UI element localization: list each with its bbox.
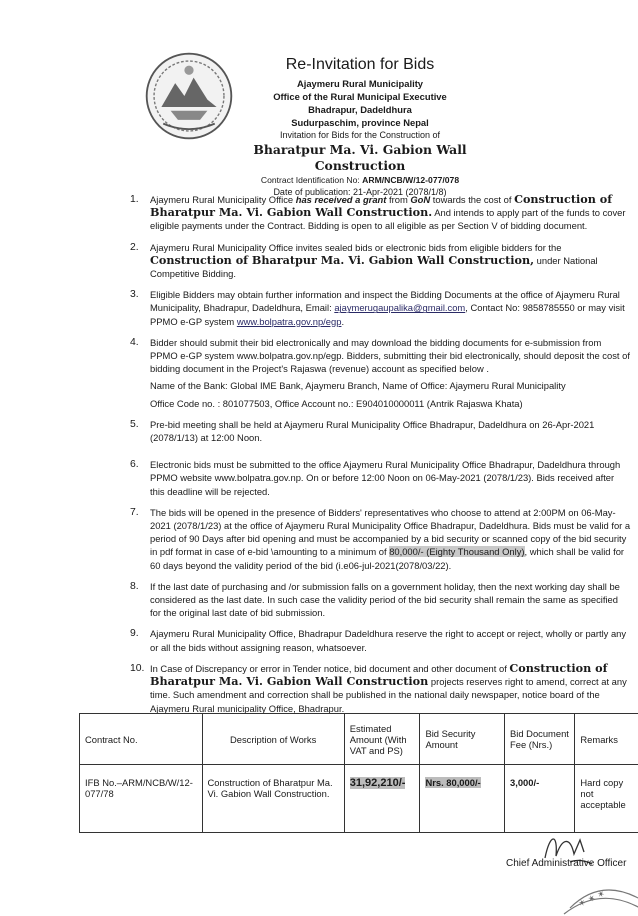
col-remarks: Remarks: [575, 714, 638, 765]
svg-text:✶ ✶ ✶: ✶ ✶ ✶: [577, 889, 607, 910]
office-code: Office Code no. : 801077503, Office Account no.: E904010000011 (Antrik Rajaswa Khata): [150, 397, 631, 410]
contract-id: Contract Identification No: ARM/NCB/W/12-077/078: [230, 174, 490, 186]
notice-item-4: 4. Bidder should submit their bid electronically and may download the bidding documents for e-submission from PPMO e-GP system www.bolpatra.gov.np/egp. Bidders, submitting their bid electronically, should deposit the cost of bidding document in the Project's Rajaswa (revenue) account as specified below . Name of the Bank: Global IME Bank, Ajaymeru Branch, Name of Office: Ajaymeru Rural Municipality Office Code no. : 801077503, Office Account no.: E904010000011 (Antrik Rajaswa Khata): [118, 336, 631, 410]
email-link[interactable]: ajaymerugaupalika@gmail.com: [334, 302, 465, 313]
notice-title: Re-Invitation for Bids: [230, 56, 490, 74]
office-location: Bhadrapur, Dadeldhura: [230, 103, 490, 116]
col-contract-no: Contract No.: [80, 714, 203, 765]
notice-item-5: 5. Pre-bid meeting shall be held at Ajaymeru Rural Municipality Office Bhadrapur, Dadeldhura on 26-Apr-2021 (2078/1/13) at 12:00 Noon.: [118, 418, 631, 444]
notice-item-2: 2. Ajaymeru Rural Municipality Office invites sealed bids or electronic bids from eligible bidders for the Construction of Bharatpur Ma. Vi. Gabion Wall Construction, under National Competitive Bidding.: [118, 241, 631, 281]
notice-item-6: 6. Electronic bids must be submitted to the office Ajaymeru Rural Municipality Office Bhadrapur, Dadeldhura through PPMO website www.bolpatra.gov.np. On or before 12:00 Noon on 06-May-2021 (2078/1/23). Bids received after this deadline will be rejected.: [118, 458, 631, 498]
invitation-line: Invitation for Bids for the Construction of: [230, 129, 490, 142]
bank-details: Name of the Bank: Global IME Bank, Ajaymeru Branch, Name of Office: Ajaymeru Rural Municipality: [150, 379, 631, 392]
notice-items: [118, 193, 631, 723]
notice-item-10: 10. In Case of Discrepancy or error in Tender notice, bid document and other document of Construction of Bharatpur Ma. Vi. Gabion Wall Construction projects reserves right to amend, correct at any time. Such amendment and correction shall be published in the national daily newspaper, notice board of the Ajaymeru Rural municipality Office, Bhadrapur.: [118, 662, 631, 715]
contract-table: [79, 713, 638, 833]
notice-item-7: 7. The bids will be opened in the presence of Bidders' representatives who choose to attend at 2:00PM on 06-May-2021 (2078/1/23) at the office of Ajaymeru Rural Municipality Office Bhadrapur, Dadeldhura. Bids must be valid for a period of 90 Days after bid opening and must be accompanied by a bid security or scanned copy of the bid security in pdf format in case of e-bid \amounting to a minimum of 80,000/- (Eighty Thousand Only), which shall be valid for 60 days beyond the validity period of the bid (i.e06-jul-2021(2078/03/22).: [118, 506, 631, 572]
cell-document-fee: 3,000/-: [505, 765, 575, 833]
government-emblem: [143, 50, 235, 142]
cell-estimated-amount: 31,92,210/-: [344, 765, 420, 833]
col-bid-security: Bid Security Amount: [420, 714, 505, 765]
col-estimated-amount: Estimated Amount (With VAT and PS): [344, 714, 420, 765]
bid-security-amount: 80,000/- (Eighty Thousand Only): [389, 546, 524, 557]
cell-bid-security: Nrs. 80,000/-: [420, 765, 505, 833]
project-title: Bharatpur Ma. Vi. Gabion Wall Construction: [230, 142, 490, 174]
publication-date: Date of publication: 21-Apr-2021 (2078/1/8): [230, 186, 490, 199]
notice-item-8: 8. If the last date of purchasing and /or submission falls on a government holiday, then the next working day shall be considered as the last date. In such case the validity period of the bid security shall remain the same as specified for the original last date of bid submission.: [118, 580, 631, 620]
office-name: Office of the Rural Municipal Executive: [230, 90, 490, 103]
cell-description: Construction of Bharatpur Ma. Vi. Gabion Wall Construction.: [202, 765, 344, 833]
signatory-title: Chief Administrative Officer: [506, 858, 626, 869]
notice-item-3: 3. Eligible Bidders may obtain further information and inspect the Bidding Documents at the office of Ajaymeru Rural Municipality, Bhadrapur, Dadeldhura, Email: ajaymerugaupalika@gmail.com, Contact No: 9858785550 or may visit PPMO e-GP system www.bolpatra.gov.np/egp.: [118, 288, 631, 328]
cell-contract-no: IFB No.–ARM/NCB/W/12-077/78: [80, 765, 203, 833]
notice-item-1: 1. Ajaymeru Rural Municipality Office has received a grant from GoN towards the cost of Construction of Bharatpur Ma. Vi. Gabion Wall Construction. And intends to apply part of the funds to cover eligible payments under the Contract. Bidding is open to all eligible as per Section V of bidding document.: [118, 193, 631, 233]
egp-link[interactable]: www.bolpatra.gov.np/egp: [237, 316, 342, 327]
col-description: Description of Works: [202, 714, 344, 765]
cell-remarks: Hard copy not acceptable: [575, 765, 638, 833]
col-document-fee: Bid Document Fee (Nrs.): [505, 714, 575, 765]
table-row: [80, 765, 638, 833]
notice-header: [230, 56, 490, 199]
province-name: Sudurpaschim, province Nepal: [230, 116, 490, 129]
table-header-row: [80, 714, 638, 765]
notice-item-9: 9. Ajaymeru Rural Municipality Office, Bhadrapur Dadeldhura reserve the right to accept or reject, wholly or partly any or all the bids without assigning reason, whatsoever.: [118, 627, 631, 653]
office-stamp: [560, 868, 638, 916]
municipality-name: Ajaymeru Rural Municipality: [230, 77, 490, 90]
